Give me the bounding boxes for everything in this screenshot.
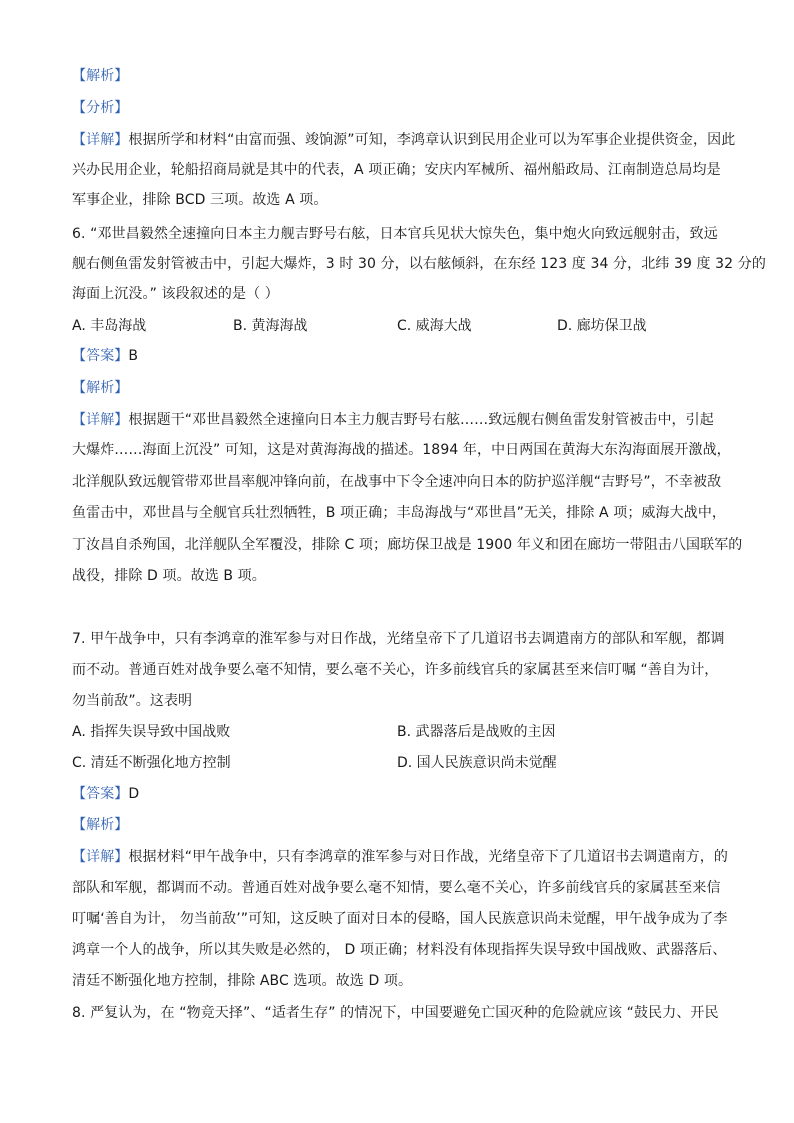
q7-answer-tag: 【答案】	[72, 786, 129, 802]
q5-detail-line-1	[72, 130, 736, 150]
q7-detail-line-4: 鸿章一个人的战争，所以其失败是必然的， D 项正确；材料没有体现指挥失误导致中国战败、武器落后、	[72, 942, 727, 958]
q6-detail-line-2: 大爆炸……海面上沉没” 可知，这是对黄海海战的描述。1894 年，中日两国在黄海大东沟海面展开激战，	[72, 442, 731, 458]
q7-answer-line	[72, 784, 724, 804]
q7-detail-text-1: 根据材料“甲午战争中，只有李鸿章的淮军参与对日作战，光绪皇帝下了几道诏书去调遣南方，的	[128, 849, 728, 865]
q5-detail-tag: 【详解】	[72, 132, 129, 148]
q7-option-c: C. 清廷不断强化地方控制	[72, 755, 231, 771]
q6-option-c: C. 威海大战	[397, 318, 472, 334]
q6-stem-line-3: 海面上沉没。” 该段叙述的是（ ）	[72, 286, 279, 302]
q6-stem-line-2: 舰右侧鱼雷发射管被击中，引起大爆炸，3 时 30 分，以右舷倾斜，在东经 123 度 34 分，北纬 39 度 32 分的	[72, 256, 766, 272]
q7-detail-tag: 【详解】	[72, 849, 129, 865]
q6-answer-value: B	[128, 348, 139, 364]
q6-detail-text-1: 根据题干“邓世昌毅然全速撞向日本主力舰吉野号右舷……致远舰右侧鱼雷发射管被击中，引起	[128, 412, 714, 428]
q7-analysis-heading: 【解析】	[72, 817, 129, 833]
q7-detail-line-5: 清廷不断强化地方控制，排除 ABC 选项。故选 D 项。	[72, 973, 413, 989]
q6-detail-line-4: 鱼雷击中，邓世昌与全舰官兵壮烈牺牲，B 项正确；丰岛海战与“邓世昌”无关，排除 A 项；威海大战中，	[72, 505, 727, 521]
q7-detail-line-3: 叮嘱‘善自为计， 勿当前敌’”可知，这反映了面对日本的侵略，国人民族意识尚未觉醒，甲午战争成为了李	[72, 911, 728, 927]
q7-detail-line-1	[72, 847, 728, 867]
q7-detail-line-2: 部队和军舰，都调而不动。普通百姓对战争要么毫不知情，要么毫不关心，许多前线官兵的家属甚至来信	[72, 880, 721, 896]
q5-analysis-heading: 【解析】	[72, 68, 129, 84]
q6-option-b: B. 黄海海战	[233, 318, 308, 334]
q6-option-a: A. 丰岛海战	[72, 318, 147, 334]
q8-stem-line-1: 8. 严复认为，在 “物竞天择”、“适者生存” 的情况下，中国要避免亡国灭种的危险就应该 “鼓民力、开民	[72, 1005, 719, 1021]
q7-stem-line-3: 勿当前敌”。这表明	[72, 693, 193, 709]
q7-option-b: B. 武器落后是战败的主因	[397, 724, 556, 740]
q7-option-d: D. 国人民族意识尚未觉醒	[397, 755, 557, 771]
q6-detail-line-1	[72, 410, 724, 430]
q6-answer-tag: 【答案】	[72, 348, 129, 364]
q6-option-d: D. 廊坊保卫战	[557, 318, 647, 334]
q5-breakdown-heading: 【分析】	[72, 100, 129, 116]
q7-stem-line-1: 7. 甲午战争中，只有李鸿章的淮军参与对日作战，光绪皇帝下了几道诏书去调遣南方的部队和军舰，都调	[72, 631, 725, 647]
q6-detail-line-5: 丁汝昌自杀殉国，北洋舰队全军覆没，排除 C 项；廊坊保卫战是 1900 年义和团在廊坊一带阻击八国联军的	[72, 537, 743, 553]
q7-answer-value: D	[128, 786, 140, 802]
q6-detail-tag: 【详解】	[72, 412, 129, 428]
q6-stem-line-1: 6. “邓世昌毅然全速撞向日本主力舰吉野号右舷，日本官兵见状大惊失色，集中炮火向致远舰射击，致远	[72, 226, 718, 242]
q5-detail-line-2: 兴办民用企业，轮船招商局就是其中的代表，A 项正确；安庆内军械所、福州船政局、江南制造总局均是	[72, 162, 721, 178]
q6-analysis-heading: 【解析】	[72, 380, 129, 396]
q5-detail-text-1: 根据所学和材料“由富而强、竣饷源”可知，李鸿章认识到民用企业可以为军事企业提供资金，因此	[128, 132, 736, 148]
q7-option-a: A. 指挥失误导致中国战败	[72, 724, 231, 740]
q6-detail-line-3: 北洋舰队致远舰管带邓世昌率舰冲锋向前，在战事中下令全速冲向日本的防护巡洋舰“吉野号”，不幸被敌	[72, 474, 722, 490]
q5-detail-line-3: 军事企业，排除 BCD 三项。故选 A 项。	[72, 192, 328, 208]
q6-detail-line-6: 战役，排除 D 项。故选 B 项。	[72, 568, 266, 584]
q7-stem-line-2: 而不动。普通百姓对战争要么毫不知情，要么毫不关心，许多前线官兵的家属甚至来信叮嘱 “善自为计，	[72, 662, 719, 678]
q6-answer-line	[72, 346, 724, 366]
